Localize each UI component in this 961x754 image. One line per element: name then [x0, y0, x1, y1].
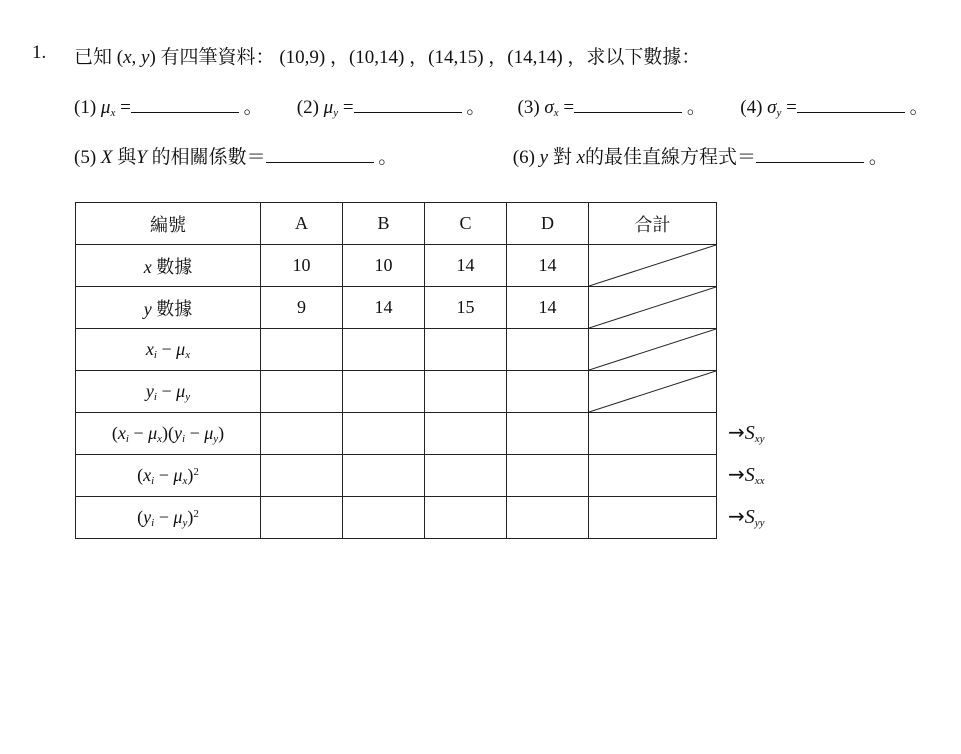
row-label-y-squared: $(y_i - \mu_y)^2$ — [76, 497, 261, 539]
answer-cell[interactable] — [507, 413, 589, 455]
answer-blank[interactable] — [797, 98, 905, 113]
cell-x-c[interactable]: 14 — [425, 245, 507, 287]
cell-crossed-out — [589, 245, 717, 287]
arrow-right-icon: → — [728, 462, 745, 486]
answer-cell[interactable] — [343, 413, 425, 455]
question-items-row — [74, 92, 929, 119]
answer-cell[interactable] — [425, 371, 507, 413]
table-row — [76, 287, 717, 329]
item-mu-x: (1) $\mu_x$ = 。 — [74, 97, 263, 119]
item-sigma-x: (3) $\sigma_x$ = 。 — [517, 97, 706, 119]
answer-cell[interactable] — [507, 371, 589, 413]
answer-cell[interactable] — [261, 497, 343, 539]
answer-cell[interactable] — [425, 413, 507, 455]
answer-cell[interactable] — [343, 329, 425, 371]
cell-x-d[interactable]: 14 — [507, 245, 589, 287]
answer-blank[interactable] — [574, 98, 682, 113]
row-label-x-data: x 數據 — [76, 245, 261, 287]
question-number: 1. — [32, 42, 47, 63]
cell-x-b[interactable]: 10 — [343, 245, 425, 287]
cell-crossed-out — [589, 287, 717, 329]
cell-y-c[interactable]: 15 — [425, 287, 507, 329]
diagonal-line-icon — [589, 371, 716, 412]
item-mu-y: (2) $\mu_y$ = 。 — [296, 97, 486, 119]
prompt-pair: (x, y) — [116, 47, 156, 68]
cell-y-d[interactable]: 14 — [507, 287, 589, 329]
prompt-mid: 有四筆資料： — [160, 46, 275, 68]
header-c: C — [425, 203, 507, 245]
item-sigma-y: (4) $\sigma_y$ = 。 — [740, 97, 929, 119]
table-row — [76, 455, 717, 497]
answer-cell[interactable] — [261, 455, 343, 497]
answer-blank[interactable] — [131, 98, 239, 113]
header-total: 合計 — [589, 203, 717, 245]
question-prompt — [74, 42, 700, 69]
diagonal-line-icon — [589, 287, 716, 328]
answer-cell[interactable] — [425, 329, 507, 371]
cell-y-a[interactable]: 9 — [261, 287, 343, 329]
answer-blank[interactable] — [266, 148, 374, 163]
table-row — [76, 371, 717, 413]
table-row — [76, 245, 717, 287]
answer-cell[interactable] — [261, 413, 343, 455]
total-cell[interactable] — [589, 497, 717, 539]
cell-crossed-out — [589, 329, 717, 371]
answer-cell[interactable] — [343, 497, 425, 539]
answer-cell[interactable] — [425, 497, 507, 539]
answer-blank[interactable] — [756, 148, 864, 163]
row-label-y-deviation: $y_i - \mu_y$ — [76, 371, 261, 413]
answer-blank[interactable] — [354, 98, 462, 113]
row-label-y-data: y 數據 — [76, 287, 261, 329]
answer-cell[interactable] — [343, 371, 425, 413]
total-cell[interactable] — [589, 455, 717, 497]
total-cell[interactable] — [589, 413, 717, 455]
item-regression-line: (6) y 對 x的最佳直線方程式＝ 。 — [512, 146, 888, 168]
sxx-label: $\to S_{xx}$ — [728, 462, 765, 487]
syy-label: $\to S_{yy}$ — [728, 504, 765, 529]
answer-cell[interactable] — [507, 455, 589, 497]
table-row — [76, 413, 717, 455]
data-table — [75, 202, 717, 539]
sxy-label: $\to S_{xy}$ — [728, 420, 765, 445]
answer-cell[interactable] — [261, 371, 343, 413]
row-label-x-squared: $(x_i - \mu_x)^2$ — [76, 455, 261, 497]
table-row — [76, 497, 717, 539]
header-a: A — [261, 203, 343, 245]
table-header-row — [76, 203, 717, 245]
table-row — [76, 329, 717, 371]
cell-x-a[interactable]: 10 — [261, 245, 343, 287]
question-items-row-2 — [74, 142, 888, 169]
answer-cell[interactable] — [507, 329, 589, 371]
arrow-right-icon: → — [728, 504, 745, 528]
row-label-x-deviation: $x_i - \mu_x$ — [76, 329, 261, 371]
prompt-prefix: 已知 — [74, 46, 113, 68]
diagonal-line-icon — [589, 245, 716, 286]
item-correlation: (5) X 與Y 的相關係數＝ 。 — [74, 146, 398, 168]
answer-cell[interactable] — [507, 497, 589, 539]
header-b: B — [343, 203, 425, 245]
cell-crossed-out — [589, 371, 717, 413]
cell-y-b[interactable]: 14 — [343, 287, 425, 329]
row-label-product: $(x_i - \mu_x)(y_i - \mu_y)$ — [76, 413, 261, 455]
arrow-right-icon: → — [728, 420, 745, 444]
header-id: 編號 — [76, 203, 261, 245]
answer-cell[interactable] — [425, 455, 507, 497]
answer-cell[interactable] — [261, 329, 343, 371]
answer-cell[interactable] — [343, 455, 425, 497]
header-d: D — [507, 203, 589, 245]
prompt-points: (10,9) ，(10,14) ，(14,15) ，(14,14) ，求以下數據： — [279, 47, 701, 68]
diagonal-line-icon — [589, 329, 716, 370]
